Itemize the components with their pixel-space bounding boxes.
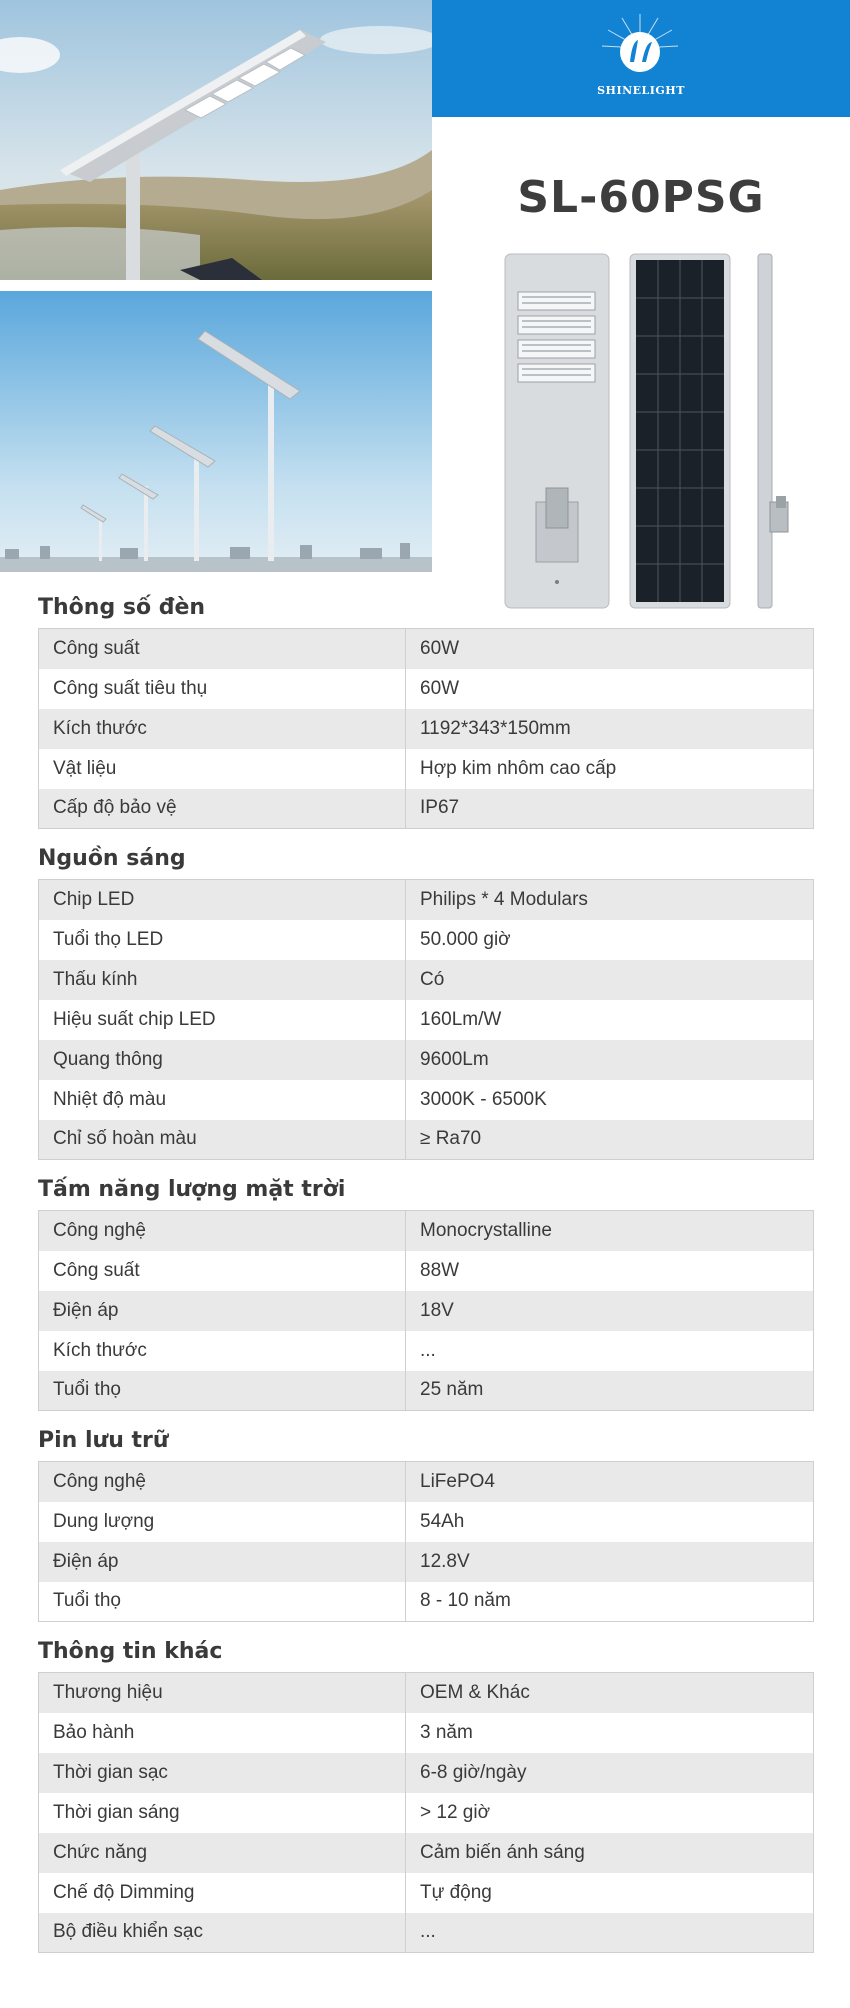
spec-label: Nhiệt độ màu [39, 1080, 406, 1120]
spec-value: Tự động [406, 1873, 814, 1913]
spec-value: 54Ah [406, 1502, 814, 1542]
spec-label: Chỉ số hoàn màu [39, 1120, 406, 1160]
spec-label: Kích thước [39, 709, 406, 749]
spec-value: 1192*343*150mm [406, 709, 814, 749]
spec-table [38, 1210, 814, 1411]
spec-label: Điện áp [39, 1542, 406, 1582]
spec-label: Công nghệ [39, 1211, 406, 1251]
spec-label: Bảo hành [39, 1713, 406, 1753]
table-row [39, 1331, 814, 1371]
lamp-side-view [758, 254, 788, 608]
spec-label: Chip LED [39, 880, 406, 920]
spec-label: Công suất tiêu thụ [39, 669, 406, 709]
table-row [39, 1291, 814, 1331]
spec-label: Dung lượng [39, 1502, 406, 1542]
table-row [39, 1251, 814, 1291]
spec-value: 3 năm [406, 1713, 814, 1753]
table-row [39, 1502, 814, 1542]
table-row [39, 749, 814, 789]
spec-value: 60W [406, 669, 814, 709]
spec-label: Công suất [39, 629, 406, 669]
spec-label: Thời gian sáng [39, 1793, 406, 1833]
spec-value: 60W [406, 629, 814, 669]
spec-value: 88W [406, 1251, 814, 1291]
table-row [39, 1371, 814, 1411]
table-row [39, 1913, 814, 1953]
spec-value: 160Lm/W [406, 1000, 814, 1040]
table-row [39, 1673, 814, 1713]
spec-table [38, 879, 814, 1160]
spec-label: Vật liệu [39, 749, 406, 789]
table-row [39, 1713, 814, 1753]
spec-value: 25 năm [406, 1371, 814, 1411]
spec-label: Bộ điều khiển sạc [39, 1913, 406, 1953]
spec-value: Monocrystalline [406, 1211, 814, 1251]
table-row [39, 1873, 814, 1913]
spec-label: Tuổi thọ LED [39, 920, 406, 960]
spec-section [38, 1170, 814, 1411]
hero-banner [0, 0, 850, 590]
table-row [39, 920, 814, 960]
table-row [39, 789, 814, 829]
spec-label: Tuổi thọ [39, 1371, 406, 1411]
table-row [39, 629, 814, 669]
spec-value: OEM & Khác [406, 1673, 814, 1713]
spec-label: Cấp độ bảo vệ [39, 789, 406, 829]
spec-value: 50.000 giờ [406, 920, 814, 960]
spec-section [38, 839, 814, 1160]
table-row [39, 1040, 814, 1080]
street-light-landscape-photo [0, 0, 432, 280]
spec-label: Thấu kính [39, 960, 406, 1000]
spec-value: Có [406, 960, 814, 1000]
lamp-front-view [505, 254, 609, 608]
product-views [500, 252, 830, 610]
spec-table [38, 628, 814, 829]
spec-section [38, 588, 814, 829]
spec-label: Thương hiệu [39, 1673, 406, 1713]
table-row [39, 1542, 814, 1582]
table-row [39, 1753, 814, 1793]
spec-value: Philips * 4 Modulars [406, 880, 814, 920]
table-row [39, 1793, 814, 1833]
spec-label: Quang thông [39, 1040, 406, 1080]
spec-value: 12.8V [406, 1542, 814, 1582]
section-title: Tấm năng lượng mặt trời [38, 1177, 346, 1202]
table-row [39, 1833, 814, 1873]
spec-value: 6-8 giờ/ngày [406, 1753, 814, 1793]
table-row [39, 960, 814, 1000]
spec-label: Tuổi thọ [39, 1582, 406, 1622]
spec-value: > 12 giờ [406, 1793, 814, 1833]
spec-label: Điện áp [39, 1291, 406, 1331]
solar-panel-view [630, 254, 730, 608]
spec-table [38, 1672, 814, 1953]
spec-label: Công suất [39, 1251, 406, 1291]
table-row [39, 669, 814, 709]
spec-label: Thời gian sạc [39, 1753, 406, 1793]
spec-value: ≥ Ra70 [406, 1120, 814, 1160]
spec-section [38, 1421, 814, 1622]
spec-sections [38, 588, 814, 1963]
spec-value: 9600Lm [406, 1040, 814, 1080]
spec-value: 18V [406, 1291, 814, 1331]
table-row [39, 1080, 814, 1120]
section-title: Thông tin khác [38, 1639, 223, 1664]
spec-value: IP67 [406, 789, 814, 829]
table-row [39, 1120, 814, 1160]
spec-label: Chức năng [39, 1833, 406, 1873]
spec-table [38, 1461, 814, 1622]
table-row [39, 1000, 814, 1040]
spec-value: 8 - 10 năm [406, 1582, 814, 1622]
table-row [39, 1582, 814, 1622]
spec-label: Kích thước [39, 1331, 406, 1371]
street-lights-row-photo [0, 291, 432, 572]
table-row [39, 709, 814, 749]
spec-value: Hợp kim nhôm cao cấp [406, 749, 814, 789]
brand-header [432, 0, 850, 117]
section-title: Nguồn sáng [38, 846, 186, 871]
spec-value: LiFePO4 [406, 1462, 814, 1502]
spec-value: ... [406, 1913, 814, 1953]
brand-name: SHINELIGHT [597, 84, 685, 97]
table-row [39, 1211, 814, 1251]
spec-label: Chế độ Dimming [39, 1873, 406, 1913]
spec-label: Công nghệ [39, 1462, 406, 1502]
spec-value: Cảm biến ánh sáng [406, 1833, 814, 1873]
table-row [39, 1462, 814, 1502]
spec-value: ... [406, 1331, 814, 1371]
spec-label: Hiệu suất chip LED [39, 1000, 406, 1040]
product-model: SL-60PSG [517, 172, 765, 223]
spec-value: 3000K - 6500K [406, 1080, 814, 1120]
table-row [39, 880, 814, 920]
section-title: Pin lưu trữ [38, 1428, 169, 1453]
spec-section [38, 1632, 814, 1953]
shinelight-logo-icon [592, 12, 688, 84]
section-title: Thông số đèn [38, 595, 206, 620]
